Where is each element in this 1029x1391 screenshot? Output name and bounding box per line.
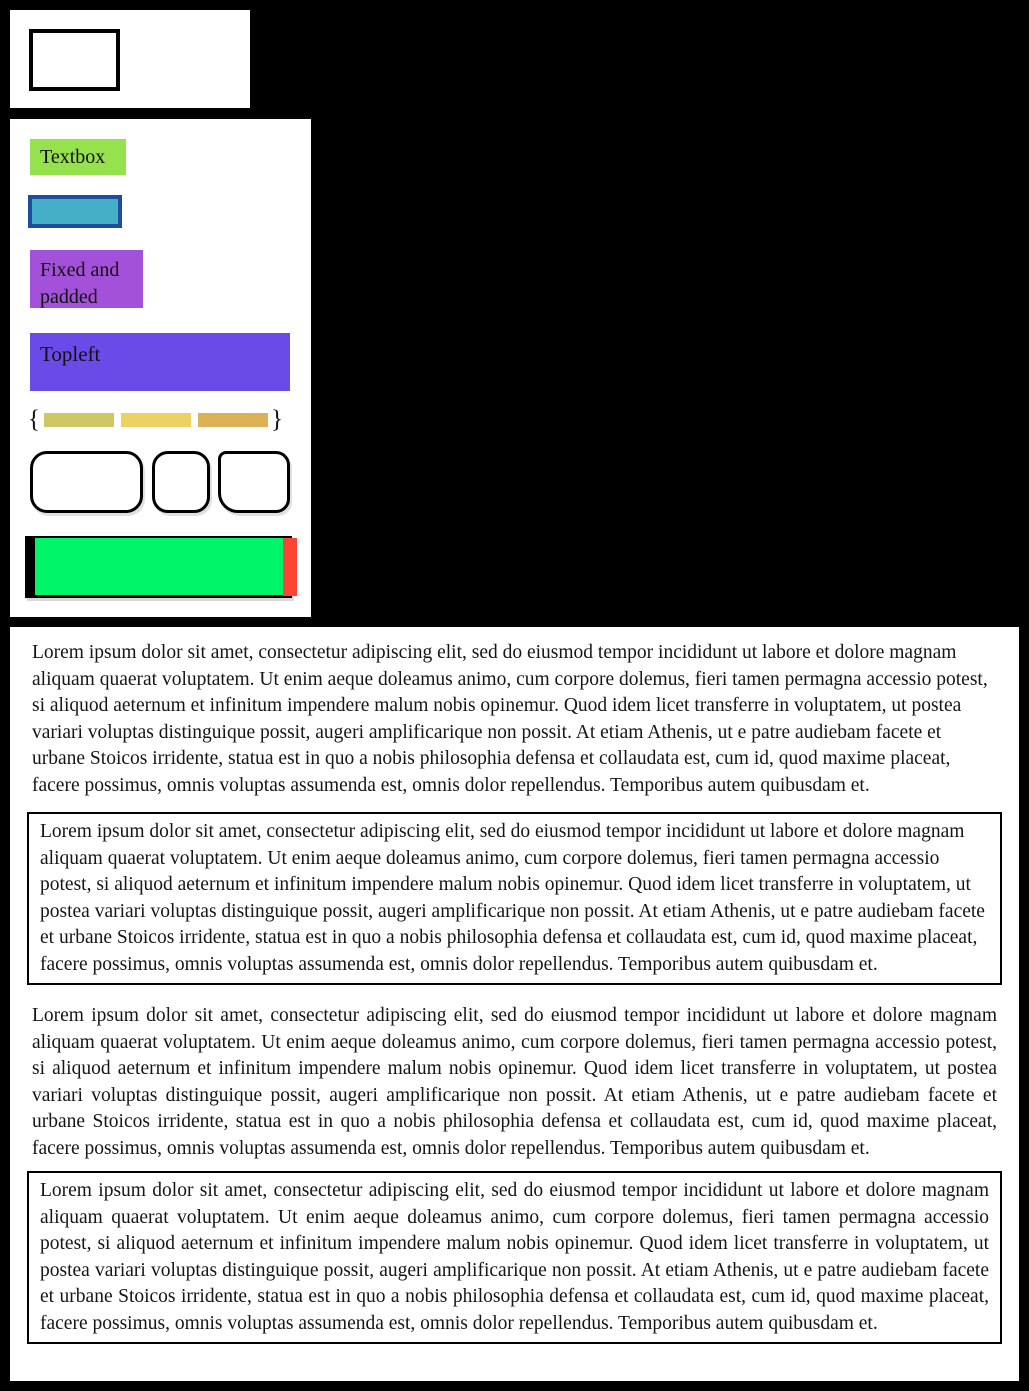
brace-row [28, 407, 283, 433]
progress-tip [283, 538, 297, 596]
close-brace: } [271, 406, 283, 433]
paragraph-justified: Lorem ipsum dolor sit amet, consectetur adipiscing elit, sed do eiusmod tempor incididunt ut labore et dolore magnam aliquam quaerat voluptatem. Ut enim aeque doleamus animo, cum corpore dolemus, fieri tamen permagna accessio potest, si aliquod aeternum et infinitum impendere malum nobis opinemur. Quod idem licet transferre in voluptatem, ut postea variari voluptas distinguique possit, augeri amplificarique non possit. At etiam Athenis, ut e patre audiebam facete et urbane Stoicos irridente, statua est in quo a nobis philosophia defensa et collaudata est, cum id, quod maxime placeat, facere possimus, omnis voluptas assumenda est, omnis dolor repellendus. Temporibus autem quibusdam et. [32, 1005, 997, 1159]
text-panel [10, 627, 1019, 1381]
swatch-1 [44, 413, 114, 427]
paragraph-plain-left: Lorem ipsum dolor sit amet, consectetur adipiscing elit, sed do eiusmod tempor incididunt ut labore et dolore magnam aliquam quaerat voluptatem. Ut enim aeque doleamus animo, cum corpore dolemus, fieri tamen permagna accessio potest, si aliquod aeternum et infinitum impendere malum nobis opinemur. Quod idem licet transferre in voluptatem, ut postea variari voluptas distinguique possit, augeri amplificarique non possit. At etiam Athenis, ut e patre audiebam facete et urbane Stoicos irridente, statua est in quo a nobis philosophia defensa et collaudata est, cum id, quod maxime placeat, facere possimus, omnis voluptas assumenda est, omnis dolor repellendus. Temporibus autem quibusdam et. [32, 642, 988, 796]
rounded-box-2 [152, 451, 210, 513]
paragraph-bordered-left: Lorem ipsum dolor sit amet, consectetur adipiscing elit, sed do eiusmod tempor incididunt ut labore et dolore magnam aliquam quaerat voluptatem. Ut enim aeque doleamus animo, cum corpore dolemus, fieri tamen permagna accessio potest, si aliquod aeternum et infinitum impendere malum nobis opinemur. Quod idem licet transferre in voluptatem, ut postea variari voluptas distinguique possit, augeri amplificarique non possit. At etiam Athenis, ut e patre audiebam facete et urbane Stoicos irridente, statua est in quo a nobis philosophia defensa et collaudata est, cum id, quod maxime placeat, facere possimus, omnis voluptas assumenda est, omnis dolor repellendus. Temporibus autem quibusdam et. [27, 812, 1002, 985]
topleft-box: Topleft [30, 333, 290, 391]
fixed-and-padded-box: Fixed and padded [30, 250, 143, 308]
teal-box [28, 195, 122, 228]
progress-bar [25, 536, 292, 598]
outlined-box [29, 29, 120, 91]
top-panel [10, 10, 250, 108]
paragraph-bordered-justified: Lorem ipsum dolor sit amet, consectetur adipiscing elit, sed do eiusmod tempor incididunt ut labore et dolore magnam aliquam quaerat voluptatem. Ut enim aeque doleamus animo, cum corpore dolemus, fieri tamen permagna accessio potest, si aliquod aeternum et infinitum impendere malum nobis opinemur. Quod idem licet transferre in voluptatem, ut postea variari voluptas distinguique possit, augeri amplificarique non possit. At etiam Athenis, ut e patre audiebam facete et urbane Stoicos irridente, statua est in quo a nobis philosophia defensa et collaudata est, cum id, quod maxime placeat, facere possimus, omnis voluptas assumenda est, omnis dolor repellendus. Temporibus autem quibusdam et. [27, 1171, 1002, 1344]
swatch-3 [198, 413, 268, 427]
swatch-2 [121, 413, 191, 427]
open-brace: { [28, 406, 40, 433]
progress-fill [35, 538, 283, 595]
rounded-box-3 [218, 451, 290, 513]
textbox[interactable]: Textbox [30, 139, 126, 175]
widgets-panel [10, 119, 311, 617]
rounded-box-1 [30, 451, 143, 513]
